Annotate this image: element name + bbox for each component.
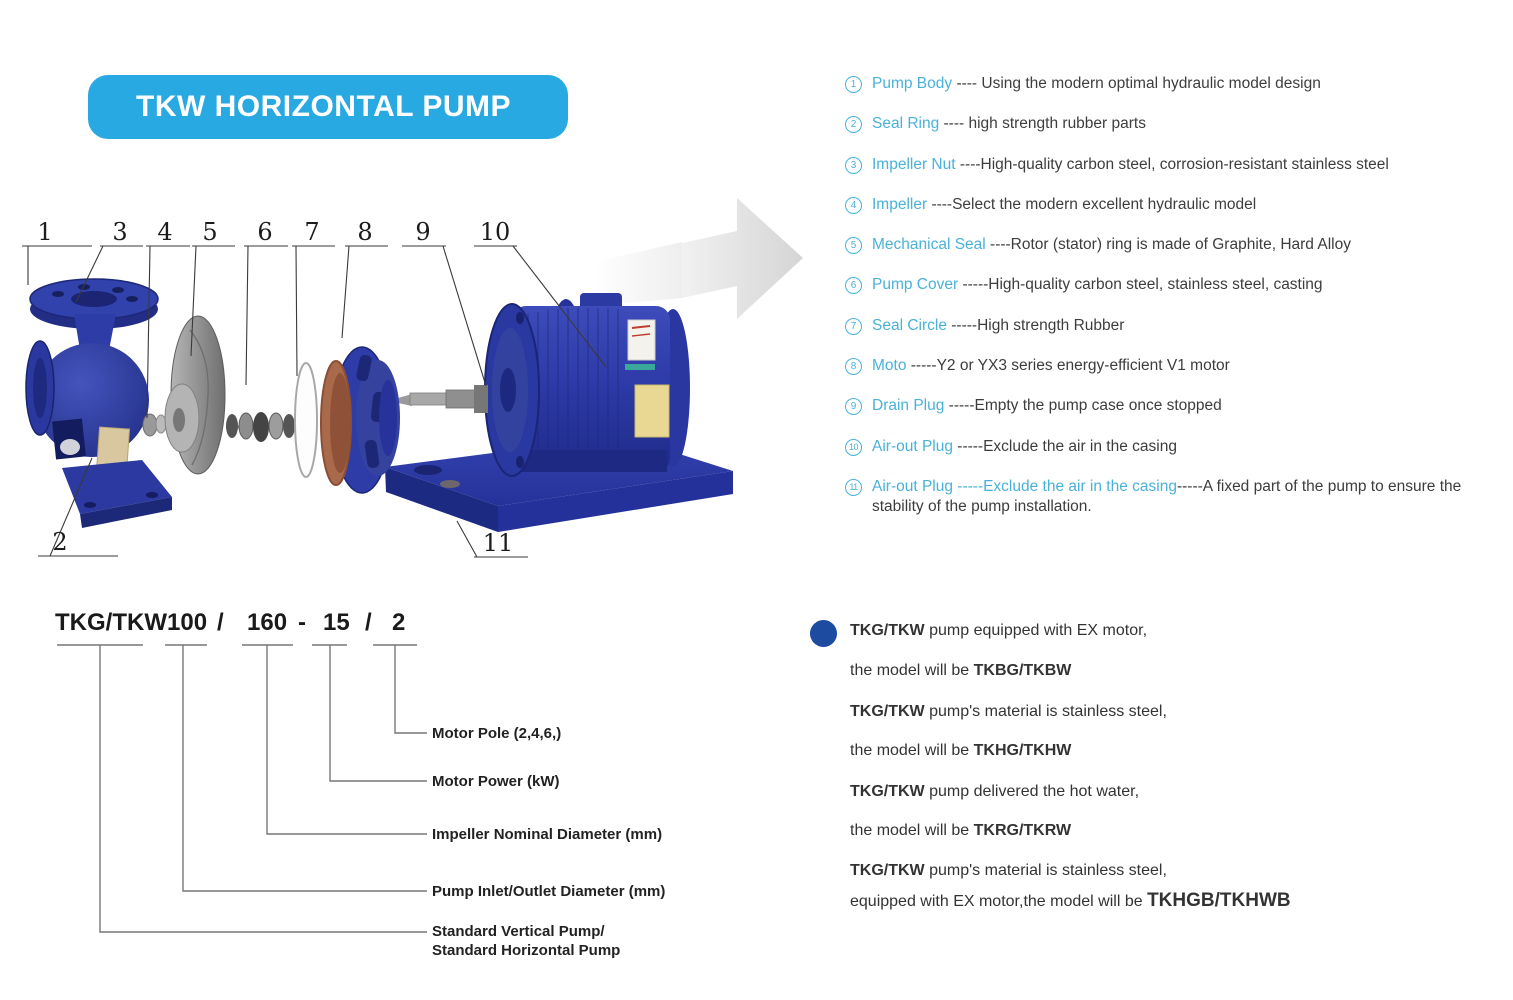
variant-line xyxy=(850,622,1147,640)
part-number-badge: 3 xyxy=(845,157,862,174)
variant-text: pump equipped with EX motor, xyxy=(924,622,1148,639)
label-inlet-outlet: Pump Inlet/Outlet Diameter (mm) xyxy=(432,883,666,900)
part-number-badge: 10 xyxy=(845,439,862,456)
variant-text: pump's material is stainless steel, xyxy=(924,703,1167,720)
impeller-nut xyxy=(143,414,166,436)
callout-8: 8 xyxy=(357,218,373,246)
pump-body xyxy=(26,279,172,528)
list-item xyxy=(845,74,1505,114)
variant-text: pump's material is stainless steel, xyxy=(924,862,1167,879)
variant-line xyxy=(850,890,1291,912)
list-item xyxy=(845,235,1505,275)
part-number-badge: 8 xyxy=(845,358,862,375)
part-desc: -----Exclude the air in the casing xyxy=(952,437,1177,455)
callout-1: 1 xyxy=(37,218,53,246)
part-text xyxy=(872,356,1230,376)
model-inlet: 100 xyxy=(167,609,208,636)
variant-line xyxy=(850,783,1139,801)
model-impeller: 160 xyxy=(247,609,288,636)
model-code: TKBG/TKBW xyxy=(973,662,1072,679)
part-name: Air-out Plug -----Exclude the air in the casing xyxy=(872,477,1177,495)
list-item xyxy=(845,437,1505,477)
model-sep-3: / xyxy=(365,609,372,636)
list-item xyxy=(845,155,1505,195)
callout-3: 3 xyxy=(112,218,128,246)
callout-2: 2 xyxy=(52,528,68,556)
part-text xyxy=(872,396,1222,416)
variant-line xyxy=(850,703,1167,721)
variant-text: pump delivered the hot water, xyxy=(924,783,1140,800)
part-text xyxy=(872,114,1146,134)
list-item xyxy=(845,396,1505,436)
motor xyxy=(485,293,690,476)
parts-list xyxy=(845,74,1505,517)
callout-5: 5 xyxy=(202,218,218,246)
label-motor-pole: Motor Pole (2,4,6,) xyxy=(432,725,562,742)
pump-exploded-diagram xyxy=(0,195,840,585)
brand-code: TKG/TKW xyxy=(850,622,925,639)
callout-11: 11 xyxy=(482,529,514,557)
part-name: Pump Body xyxy=(872,75,953,92)
part-number-badge: 7 xyxy=(845,318,862,335)
impeller xyxy=(165,316,225,474)
variant-line xyxy=(850,862,1167,880)
part-name: Moto xyxy=(872,357,907,375)
list-item xyxy=(845,275,1505,315)
part-desc: ----Rotor (stator) ring is made of Graphite, Hard Alloy xyxy=(985,236,1351,254)
list-item xyxy=(845,356,1505,396)
callout-4: 4 xyxy=(157,218,173,246)
seal-circle xyxy=(295,363,317,477)
part-name: Seal Ring xyxy=(872,115,940,133)
model-pole: 2 xyxy=(392,609,406,636)
callout-9: 9 xyxy=(415,218,431,246)
label-motor-power: Motor Power (kW) xyxy=(432,773,560,790)
part-desc: ---- high strength rubber parts xyxy=(939,115,1146,133)
variant-text: the model will be xyxy=(850,742,974,759)
model-code: TKRG/TKRW xyxy=(973,822,1072,839)
variant-text: the model will be xyxy=(850,662,974,679)
part-text xyxy=(872,195,1256,215)
mechanical-seal xyxy=(226,412,295,442)
model-code: TKHG/TKHW xyxy=(973,742,1072,759)
list-item xyxy=(845,195,1505,235)
part-desc: ----Select the modern excellent hydraulic model xyxy=(927,195,1257,213)
label-standard-pump-2: Standard Horizontal Pump xyxy=(432,942,621,959)
part-number-badge: 4 xyxy=(845,197,862,214)
label-impeller-diameter: Impeller Nominal Diameter (mm) xyxy=(432,826,663,843)
part-name: Drain Plug xyxy=(872,397,945,415)
model-sep-1: / xyxy=(217,609,224,636)
brand-code: TKG/TKW xyxy=(850,862,925,879)
variant-line xyxy=(850,822,1071,840)
right-arrow-icon xyxy=(594,198,803,319)
part-number-badge: 6 xyxy=(845,277,862,294)
part-desc: -----Empty the pump case once stopped xyxy=(944,397,1222,415)
model-code-lines xyxy=(57,645,427,932)
part-text xyxy=(872,477,1472,517)
part-number-badge: 5 xyxy=(845,237,862,254)
part-text xyxy=(872,275,1323,295)
part-name: Seal Circle xyxy=(872,316,947,334)
variant-line xyxy=(850,662,1071,680)
part-text xyxy=(872,155,1389,175)
part-name: Pump Cover xyxy=(872,276,959,294)
callout-10: 10 xyxy=(479,218,511,246)
callout-7: 7 xyxy=(304,218,320,246)
list-item xyxy=(845,316,1505,356)
label-standard-pump-1: Standard Vertical Pump/ xyxy=(432,923,605,940)
variant-text: equipped with EX motor,the model will be xyxy=(850,893,1148,910)
motor-shaft xyxy=(398,385,488,413)
part-desc: -----A fixed part of the pump to ensure the stability of the pump installation. xyxy=(872,477,1462,515)
part-number-badge: 2 xyxy=(845,116,862,133)
page-title: TKW HORIZONTAL PUMP xyxy=(136,90,512,123)
bullet-circle-icon xyxy=(810,620,837,647)
variant-text: the model will be xyxy=(850,822,974,839)
list-item xyxy=(845,477,1505,517)
part-name: Mechanical Seal xyxy=(872,236,986,254)
model-sep-2: - xyxy=(298,609,306,636)
part-number-badge: 9 xyxy=(845,398,862,415)
part-text xyxy=(872,235,1351,255)
model-power: 15 xyxy=(323,609,350,636)
part-name: Air-out Plug xyxy=(872,437,953,455)
title-banner xyxy=(88,75,568,139)
variant-line xyxy=(850,742,1071,760)
part-text xyxy=(872,437,1177,457)
model-code-diagram xyxy=(40,595,740,985)
callout-6: 6 xyxy=(257,218,273,246)
part-desc: ---- Using the modern optimal hydraulic model design xyxy=(952,75,1321,92)
model-prefix: TKG/TKW xyxy=(55,609,167,636)
part-text xyxy=(872,316,1124,336)
model-code: TKHGB/TKHWB xyxy=(1147,890,1291,911)
brand-code: TKG/TKW xyxy=(850,783,925,800)
part-name: Impeller Nut xyxy=(872,155,956,173)
part-number-badge: 1 xyxy=(845,76,862,93)
part-desc: ----High-quality carbon steel, corrosion-resistant stainless steel xyxy=(955,155,1389,173)
part-desc: -----Y2 or YX3 series energy-efficient V1 motor xyxy=(906,357,1230,375)
part-name: Impeller xyxy=(872,195,928,213)
brand-code: TKG/TKW xyxy=(850,703,925,720)
list-item xyxy=(845,114,1505,154)
part-desc: -----High strength Rubber xyxy=(946,316,1125,334)
part-desc: -----High-quality carbon steel, stainless steel, casting xyxy=(958,276,1323,294)
part-number-badge: 11 xyxy=(845,479,862,496)
part-text xyxy=(872,74,1321,94)
